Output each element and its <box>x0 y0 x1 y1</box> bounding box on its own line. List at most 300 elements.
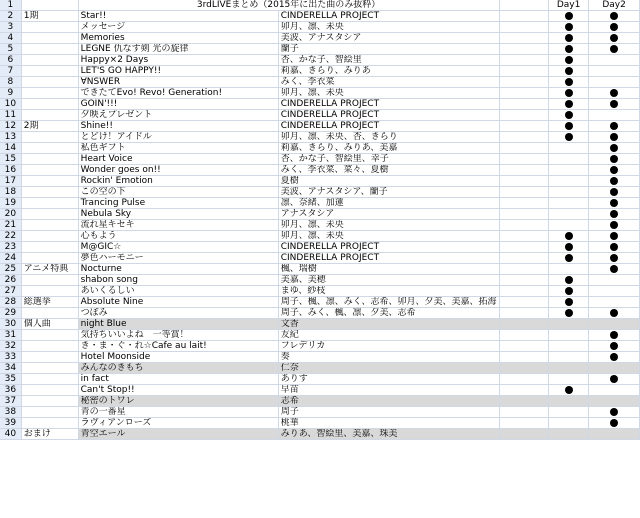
empty-cell[interactable] <box>499 429 548 440</box>
artist-cell[interactable]: 美嘉、美穂 <box>278 275 499 286</box>
empty-cell[interactable] <box>499 319 548 330</box>
day2-cell[interactable] <box>589 11 640 22</box>
group-cell[interactable] <box>21 33 78 44</box>
artist-cell[interactable]: 奏 <box>278 352 499 363</box>
filled-circle-icon <box>565 111 573 119</box>
group-cell[interactable]: おまけ <box>21 429 78 440</box>
day2-cell[interactable] <box>589 176 640 187</box>
filled-circle-icon <box>610 265 618 273</box>
day1-cell[interactable] <box>548 77 588 88</box>
song-cell[interactable]: Trancing Pulse <box>78 198 278 209</box>
day2-cell[interactable] <box>589 253 640 264</box>
day1-cell[interactable] <box>548 352 588 363</box>
empty-cell[interactable] <box>499 286 548 297</box>
song-cell[interactable]: ∀NSWER <box>78 77 278 88</box>
row-number[interactable]: 2 <box>0 11 21 22</box>
group-cell[interactable] <box>21 66 78 77</box>
day2-cell[interactable] <box>589 66 640 77</box>
day2-cell[interactable] <box>589 374 640 385</box>
artist-cell[interactable]: 美波、アナスタシア、蘭子 <box>278 187 499 198</box>
group-cell[interactable] <box>21 352 78 363</box>
day1-cell[interactable] <box>548 374 588 385</box>
group-cell[interactable] <box>21 110 78 121</box>
empty-cell[interactable] <box>499 396 548 407</box>
day2-cell[interactable] <box>589 209 640 220</box>
group-cell[interactable] <box>21 220 78 231</box>
empty-cell[interactable] <box>499 44 548 55</box>
day1-cell[interactable] <box>548 143 588 154</box>
empty-cell[interactable] <box>499 209 548 220</box>
day2-cell[interactable] <box>589 165 640 176</box>
empty-cell[interactable] <box>499 165 548 176</box>
group-cell[interactable] <box>21 418 78 429</box>
song-cell[interactable]: M@GIC☆ <box>78 242 278 253</box>
day2-cell[interactable] <box>589 363 640 374</box>
artist-cell[interactable]: 卯月、凛、未央 <box>278 231 499 242</box>
row-number[interactable]: 34 <box>0 363 21 374</box>
group-cell[interactable] <box>21 187 78 198</box>
group-cell[interactable] <box>21 407 78 418</box>
artist-cell[interactable]: 美波、アナスタシア <box>278 33 499 44</box>
artist-cell[interactable]: 周子 <box>278 407 499 418</box>
song-cell[interactable]: Nocturne <box>78 264 278 275</box>
row-number[interactable]: 29 <box>0 308 21 319</box>
day1-cell[interactable] <box>548 88 588 99</box>
day2-cell[interactable] <box>589 22 640 33</box>
artist-cell[interactable]: 早苗 <box>278 385 499 396</box>
empty-cell[interactable] <box>499 330 548 341</box>
song-cell[interactable]: 気持ちいいよね 一等賞！ <box>78 330 278 341</box>
day2-cell[interactable] <box>589 352 640 363</box>
artist-cell[interactable]: CINDERELLA PROJECT <box>278 11 499 22</box>
day1-cell[interactable] <box>548 99 588 110</box>
empty-cell[interactable] <box>499 77 548 88</box>
row-number[interactable]: 26 <box>0 275 21 286</box>
row-number[interactable]: 20 <box>0 209 21 220</box>
table-row <box>0 220 640 231</box>
artist-cell[interactable]: アナスタシア <box>278 209 499 220</box>
song-cell[interactable]: みんなのきもち <box>78 363 278 374</box>
artist-cell[interactable]: 卯月、凛、未央 <box>278 88 499 99</box>
row-number[interactable]: 40 <box>0 429 21 440</box>
empty-cell[interactable] <box>499 198 548 209</box>
empty-cell[interactable] <box>499 143 548 154</box>
artist-cell[interactable]: 卯月、凛、未央 <box>278 220 499 231</box>
row-number[interactable]: 27 <box>0 286 21 297</box>
artist-cell[interactable]: フレデリカ <box>278 341 499 352</box>
row-number[interactable]: 4 <box>0 33 21 44</box>
day2-cell[interactable] <box>589 297 640 308</box>
day1-cell[interactable] <box>548 22 588 33</box>
group-cell[interactable] <box>21 308 78 319</box>
group-cell[interactable] <box>21 154 78 165</box>
empty-cell[interactable] <box>499 11 548 22</box>
empty-cell[interactable] <box>499 253 548 264</box>
artist-cell[interactable]: 仁奈 <box>278 363 499 374</box>
artist-cell[interactable]: 夏樹 <box>278 176 499 187</box>
group-cell[interactable] <box>21 55 78 66</box>
song-cell[interactable]: 心もよう <box>78 231 278 242</box>
day2-header[interactable]: Day2 <box>589 0 640 11</box>
group-cell[interactable] <box>21 341 78 352</box>
day1-cell[interactable] <box>548 44 588 55</box>
group-cell[interactable] <box>21 198 78 209</box>
empty-cell[interactable] <box>499 88 548 99</box>
table-row <box>0 154 640 165</box>
group-cell[interactable] <box>21 176 78 187</box>
row-number[interactable]: 25 <box>0 264 21 275</box>
group-cell[interactable] <box>21 88 78 99</box>
artist-cell[interactable]: みりあ、智絵里、美嘉、珠美 <box>278 429 499 440</box>
artist-cell[interactable]: 文香 <box>278 319 499 330</box>
day2-cell[interactable] <box>589 275 640 286</box>
row-number[interactable]: 31 <box>0 330 21 341</box>
filled-circle-icon <box>565 78 573 86</box>
artist-cell[interactable]: 志希 <box>278 396 499 407</box>
row-number[interactable]: 28 <box>0 297 21 308</box>
row-number[interactable]: 15 <box>0 154 21 165</box>
row-number[interactable]: 12 <box>0 121 21 132</box>
song-cell[interactable]: GOIN'!!! <box>78 99 278 110</box>
day1-cell[interactable] <box>548 55 588 66</box>
row-number[interactable]: 24 <box>0 253 21 264</box>
day2-cell[interactable] <box>589 418 640 429</box>
day1-cell[interactable] <box>548 297 588 308</box>
row-number[interactable]: 30 <box>0 319 21 330</box>
day1-cell[interactable] <box>548 341 588 352</box>
row-number[interactable]: 39 <box>0 418 21 429</box>
artist-cell[interactable]: 莉嘉、きらり、みりあ <box>278 66 499 77</box>
group-cell[interactable] <box>21 253 78 264</box>
group-cell[interactable] <box>21 44 78 55</box>
day1-cell[interactable] <box>548 187 588 198</box>
group-cell[interactable]: 個人曲 <box>21 319 78 330</box>
artist-cell[interactable]: ありす <box>278 374 499 385</box>
artist-cell[interactable]: CINDERELLA PROJECT <box>278 253 499 264</box>
song-cell[interactable]: LET'S GO HAPPY!! <box>78 66 278 77</box>
group-cell[interactable]: 1期 <box>21 11 78 22</box>
row-number[interactable]: 8 <box>0 77 21 88</box>
day2-cell[interactable] <box>589 121 640 132</box>
empty-cell[interactable] <box>499 132 548 143</box>
artist-cell[interactable]: 周子、楓、凛、みく、志希、卯月、夕美、美嘉、拓海 <box>278 297 499 308</box>
day1-cell[interactable] <box>548 253 588 264</box>
group-cell[interactable] <box>21 22 78 33</box>
artist-cell[interactable]: みく、李衣菜 <box>278 77 499 88</box>
row-number[interactable]: 23 <box>0 242 21 253</box>
song-cell[interactable]: Happy×2 Days <box>78 55 278 66</box>
day1-header[interactable]: Day1 <box>548 0 588 11</box>
empty-cell[interactable] <box>499 352 548 363</box>
day2-cell[interactable] <box>589 396 640 407</box>
song-cell[interactable]: Memories <box>78 33 278 44</box>
day2-cell[interactable] <box>589 88 640 99</box>
empty-cell[interactable] <box>499 22 548 33</box>
artist-cell[interactable]: 周子、みく、楓、凛、夕美、志希 <box>278 308 499 319</box>
group-cell[interactable] <box>21 143 78 154</box>
artist-cell[interactable]: CINDERELLA PROJECT <box>278 121 499 132</box>
row-number[interactable]: 35 <box>0 374 21 385</box>
artist-cell[interactable]: まゆ、紗枝 <box>278 286 499 297</box>
group-cell[interactable]: 総選挙 <box>21 297 78 308</box>
empty-cell[interactable] <box>499 121 548 132</box>
empty-cell[interactable] <box>499 374 548 385</box>
table-row <box>0 374 640 385</box>
row-number[interactable]: 13 <box>0 132 21 143</box>
row-number[interactable]: 10 <box>0 99 21 110</box>
group-cell[interactable] <box>21 330 78 341</box>
group-cell[interactable] <box>21 165 78 176</box>
group-cell[interactable] <box>21 286 78 297</box>
row-number[interactable]: 33 <box>0 352 21 363</box>
day2-cell[interactable] <box>589 231 640 242</box>
artist-cell[interactable]: CINDERELLA PROJECT <box>278 242 499 253</box>
empty-cell[interactable] <box>499 220 548 231</box>
day2-cell[interactable] <box>589 286 640 297</box>
empty-cell[interactable] <box>499 275 548 286</box>
group-cell[interactable] <box>21 209 78 220</box>
row-number[interactable]: 7 <box>0 66 21 77</box>
empty-cell[interactable] <box>499 308 548 319</box>
song-cell[interactable]: LEGNE 仇なす剣 光の旋律 <box>78 44 278 55</box>
group-cell[interactable] <box>21 99 78 110</box>
song-cell[interactable]: 流れ星キセキ <box>78 220 278 231</box>
group-cell[interactable] <box>21 275 78 286</box>
song-cell[interactable]: つぼみ <box>78 308 278 319</box>
table-row <box>0 187 640 198</box>
day2-cell[interactable] <box>589 33 640 44</box>
artist-cell[interactable]: CINDERELLA PROJECT <box>278 99 499 110</box>
day2-cell[interactable] <box>589 242 640 253</box>
table-row <box>0 264 640 275</box>
song-cell[interactable]: shabon song <box>78 275 278 286</box>
table-row <box>0 231 640 242</box>
day2-cell[interactable] <box>589 132 640 143</box>
day2-cell[interactable] <box>589 110 640 121</box>
group-cell[interactable] <box>21 385 78 396</box>
row-number[interactable]: 5 <box>0 44 21 55</box>
row-number[interactable]: 6 <box>0 55 21 66</box>
row-number[interactable]: 9 <box>0 88 21 99</box>
row-number[interactable]: 32 <box>0 341 21 352</box>
group-cell[interactable] <box>21 242 78 253</box>
empty-cell[interactable] <box>499 110 548 121</box>
artist-cell[interactable]: 杏、かな子、智絵里 <box>278 55 499 66</box>
artist-cell[interactable]: 杏、かな子、智絵里、幸子 <box>278 154 499 165</box>
day1-cell[interactable] <box>548 308 588 319</box>
song-cell[interactable]: 私色ギフト <box>78 143 278 154</box>
day2-cell[interactable] <box>589 385 640 396</box>
empty-cell[interactable] <box>499 264 548 275</box>
empty-cell[interactable] <box>499 33 548 44</box>
row-number[interactable]: 38 <box>0 407 21 418</box>
empty-cell[interactable] <box>499 154 548 165</box>
row-number[interactable]: 16 <box>0 165 21 176</box>
artist-cell[interactable]: CINDERELLA PROJECT <box>278 110 499 121</box>
filled-circle-icon <box>610 23 618 31</box>
empty-cell[interactable] <box>499 341 548 352</box>
table-row <box>0 33 640 44</box>
song-cell[interactable]: 青空エール <box>78 429 278 440</box>
day1-cell[interactable] <box>548 319 588 330</box>
song-cell[interactable]: Rockin' Emotion <box>78 176 278 187</box>
day2-cell[interactable] <box>589 319 640 330</box>
day2-cell[interactable] <box>589 341 640 352</box>
row-number[interactable]: 19 <box>0 198 21 209</box>
row-number[interactable]: 11 <box>0 110 21 121</box>
empty-cell[interactable] <box>499 66 548 77</box>
row-number[interactable]: 21 <box>0 220 21 231</box>
song-cell[interactable]: 夢色ハーモニー <box>78 253 278 264</box>
day2-cell[interactable] <box>589 330 640 341</box>
row-number[interactable]: 37 <box>0 396 21 407</box>
song-cell[interactable]: この空の下 <box>78 187 278 198</box>
table-row <box>0 407 640 418</box>
day2-cell[interactable] <box>589 264 640 275</box>
group-cell[interactable] <box>21 231 78 242</box>
empty-cell[interactable] <box>499 363 548 374</box>
empty-cell[interactable] <box>499 55 548 66</box>
song-cell[interactable]: 青の一番星 <box>78 407 278 418</box>
artist-cell[interactable]: みく、李衣菜、菜々、夏樹 <box>278 165 499 176</box>
row-number[interactable]: 3 <box>0 22 21 33</box>
song-cell[interactable]: Can't Stop!! <box>78 385 278 396</box>
table-row <box>0 242 640 253</box>
group-cell[interactable] <box>21 363 78 374</box>
day2-cell[interactable] <box>589 55 640 66</box>
artist-cell[interactable]: 友紀 <box>278 330 499 341</box>
table-row <box>0 143 640 154</box>
table-row <box>0 11 640 22</box>
day2-cell[interactable] <box>589 77 640 88</box>
song-cell[interactable]: き・ま・ぐ・れ☆Cafe au lait! <box>78 341 278 352</box>
day1-cell[interactable] <box>548 363 588 374</box>
row-number[interactable]: 1 <box>0 0 21 11</box>
song-cell[interactable]: Nebula Sky <box>78 209 278 220</box>
row-number[interactable]: 36 <box>0 385 21 396</box>
artist-cell[interactable]: 卯月、凛、未央、杏、きらり <box>278 132 499 143</box>
artist-cell[interactable]: 桃華 <box>278 418 499 429</box>
group-cell[interactable] <box>21 396 78 407</box>
day1-cell[interactable] <box>548 33 588 44</box>
song-cell[interactable]: Star!! <box>78 11 278 22</box>
song-cell[interactable]: night Blue <box>78 319 278 330</box>
empty-cell[interactable] <box>499 99 548 110</box>
empty-cell[interactable] <box>499 187 548 198</box>
day1-cell[interactable] <box>548 418 588 429</box>
empty-cell[interactable] <box>499 418 548 429</box>
song-cell[interactable]: できたてEvo! Revo! Generation! <box>78 88 278 99</box>
day2-cell[interactable] <box>589 220 640 231</box>
day1-cell[interactable] <box>548 154 588 165</box>
day2-cell[interactable] <box>589 198 640 209</box>
song-cell[interactable]: in fact <box>78 374 278 385</box>
song-cell[interactable]: メッセージ <box>78 22 278 33</box>
day1-cell[interactable] <box>548 198 588 209</box>
group-cell[interactable] <box>21 132 78 143</box>
empty-cell[interactable] <box>499 176 548 187</box>
row-number[interactable]: 17 <box>0 176 21 187</box>
song-cell[interactable]: Hotel Moonside <box>78 352 278 363</box>
group-cell[interactable] <box>21 374 78 385</box>
empty-cell[interactable] <box>499 231 548 242</box>
day1-cell[interactable] <box>548 407 588 418</box>
table-row <box>0 110 640 121</box>
row-number[interactable]: 18 <box>0 187 21 198</box>
day2-cell[interactable] <box>589 154 640 165</box>
row-number[interactable]: 14 <box>0 143 21 154</box>
day1-cell[interactable] <box>548 110 588 121</box>
filled-circle-icon <box>565 232 573 240</box>
day1-cell[interactable] <box>548 176 588 187</box>
day1-cell[interactable] <box>548 385 588 396</box>
day1-cell[interactable] <box>548 121 588 132</box>
song-cell[interactable]: ラヴィアンローズ <box>78 418 278 429</box>
day2-cell[interactable] <box>589 308 640 319</box>
day1-cell[interactable] <box>548 242 588 253</box>
song-cell[interactable]: とどけ！アイドル <box>78 132 278 143</box>
filled-circle-icon <box>610 254 618 262</box>
song-cell[interactable]: Wonder goes on!! <box>78 165 278 176</box>
song-cell[interactable]: 秘密のトワレ <box>78 396 278 407</box>
day1-cell[interactable] <box>548 275 588 286</box>
filled-circle-icon <box>610 166 618 174</box>
song-cell[interactable]: Shine!! <box>78 121 278 132</box>
table-row <box>0 55 640 66</box>
artist-cell[interactable]: 莉嘉、きらり、みりあ、美嘉 <box>278 143 499 154</box>
day2-cell[interactable] <box>589 187 640 198</box>
filled-circle-icon <box>610 221 618 229</box>
day2-cell[interactable] <box>589 407 640 418</box>
day1-cell[interactable] <box>548 11 588 22</box>
song-cell[interactable]: 夕映えプレゼント <box>78 110 278 121</box>
day1-cell[interactable] <box>548 220 588 231</box>
day2-cell[interactable] <box>589 429 640 440</box>
song-cell[interactable]: Absolute Nine <box>78 297 278 308</box>
group-cell[interactable]: アニメ特典 <box>21 264 78 275</box>
day2-cell[interactable] <box>589 99 640 110</box>
empty-cell[interactable] <box>499 407 548 418</box>
day1-cell[interactable] <box>548 330 588 341</box>
day1-cell[interactable] <box>548 264 588 275</box>
table-row <box>0 319 640 330</box>
song-cell[interactable]: あいくるしい <box>78 286 278 297</box>
empty-cell[interactable] <box>499 242 548 253</box>
day1-cell[interactable] <box>548 429 588 440</box>
day2-cell[interactable] <box>589 143 640 154</box>
day1-cell[interactable] <box>548 231 588 242</box>
empty-cell[interactable] <box>499 297 548 308</box>
day2-cell[interactable] <box>589 44 640 55</box>
day1-cell[interactable] <box>548 396 588 407</box>
song-cell[interactable]: Heart Voice <box>78 154 278 165</box>
row-number[interactable]: 22 <box>0 231 21 242</box>
artist-cell[interactable]: 蘭子 <box>278 44 499 55</box>
artist-cell[interactable]: 楓、瑞樹 <box>278 264 499 275</box>
empty-cell[interactable] <box>499 385 548 396</box>
day1-cell[interactable] <box>548 165 588 176</box>
group-cell[interactable] <box>21 77 78 88</box>
day1-cell[interactable] <box>548 286 588 297</box>
table-row <box>0 253 640 264</box>
group-cell[interactable]: 2期 <box>21 121 78 132</box>
day1-cell[interactable] <box>548 132 588 143</box>
artist-cell[interactable]: 凛、奈緒、加蓮 <box>278 198 499 209</box>
artist-cell[interactable]: 卯月、凛、未央 <box>278 22 499 33</box>
sheet-title[interactable]: 3rdLIVEまとめ（2015年に出た曲のみ抜粋） <box>78 0 499 11</box>
day1-cell[interactable] <box>548 66 588 77</box>
day1-cell[interactable] <box>548 209 588 220</box>
